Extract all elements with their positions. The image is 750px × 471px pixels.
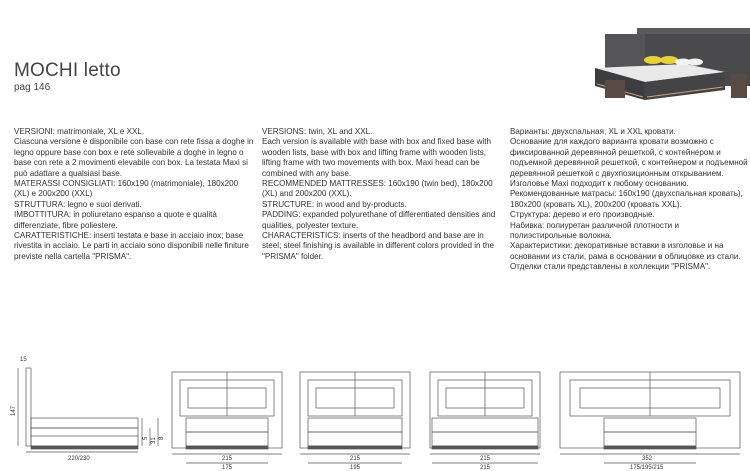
front4-inner-width: 175/195/215 xyxy=(630,465,664,471)
description-english: VERSIONS: twin, XL and XXL. Each version is available with base with box and fixed base with wooden lists, base with box and lifting frame with wooden lists, lifting frame with two movements with box. Maxi head can be combined with any base. RECOMMENDED MATTRESSES: 160x190 (twin bed), 180x200 (XL) and 200x200 (XXL). STRUCTURE: in wood and by-products. PADDING: expanded polyurethane of differentiated densities and qualities, polyester texture. CHARACTERISTICS: inserts of the headbord and base are in steel; steel finishing is available in different colors provided in the "PRISMA" folder. xyxy=(262,127,496,261)
side-height-dimension-2: 31 xyxy=(151,437,157,444)
side-view-drawing xyxy=(18,368,158,452)
front-view-drawing-3 xyxy=(430,372,540,463)
front1-inner-width: 175 xyxy=(222,465,233,471)
front-view-drawing-4 xyxy=(560,372,740,463)
front2-outer-width: 215 xyxy=(350,456,361,462)
side-height-dimension-3: 8 xyxy=(159,436,165,440)
front-view-drawing-1 xyxy=(172,372,282,463)
front3-outer-width: 215 xyxy=(480,456,491,462)
description-russian: Варианты: двухспальная, XL и XXL кровати. Основание для каждого варианта кровати возможно с фиксированной деревянной решеткой, с контейнером и подъемной деревянной решеткой, с контейнером и подъемной деревянной решеткой с двухпозиционным открыванием. Изголовье Maxi подходит к любому основанию. Рекомендованные матрасы: 160x190 (двухспальная кровать), 180x200 (кровать XL), 200x200 (кровать XXL). Структура: дерево и его производные. Набивка: полиуретан различной плотности и полиэстирольные волокна. Характеристики: декоративные вставки в изголовье и на основании из стали, рама в основании в облицовке из стали. Отделки стали представлены в коллекции "PRISMA". xyxy=(510,127,748,272)
page-reference: pag 146 xyxy=(14,82,51,93)
side-top-dimension: 15 xyxy=(20,357,27,363)
front3-inner-width: 215 xyxy=(480,465,491,471)
bed-product-image xyxy=(585,24,750,109)
front1-outer-width: 215 xyxy=(222,456,233,462)
front2-inner-width: 195 xyxy=(350,465,361,471)
technical-drawings xyxy=(0,352,750,471)
description-italian: VERSIONI: matrimoniale, XL e XXL. Ciascuna versione è disponibile con base con rete fissa a doghe in legno oppure base con box e rete sollevabile a doghe in legno o base con rete a 2 movimenti elevabile con box. La testata Maxi si può adattare a qualsiasi base. MATERASSI CONSIGLIATI: 160x190 (matrimoniale), 180x200 (XL) e 200x200 (XXL) STRUTTURA: legno e suoi derivati. IMBOTTITURA: in poliuretano espanso a quote e qualità differenziate, fibre poliestere. CARATTERISTICHE: inserti testata e base in acciaio inox; base rivestita in acciaio. Le parti in acciaio sono disponibili nelle finiture previste nella cartella "PRISMA". xyxy=(14,127,254,261)
front-view-drawing-2 xyxy=(300,372,410,463)
side-height-dimension: 147 xyxy=(11,405,17,416)
side-height-dimension-1: 5 xyxy=(143,436,149,440)
page-title: MOCHI letto xyxy=(14,60,121,81)
front4-outer-width: 352 xyxy=(642,456,653,462)
side-depth-dimension: 220/230 xyxy=(68,456,90,462)
